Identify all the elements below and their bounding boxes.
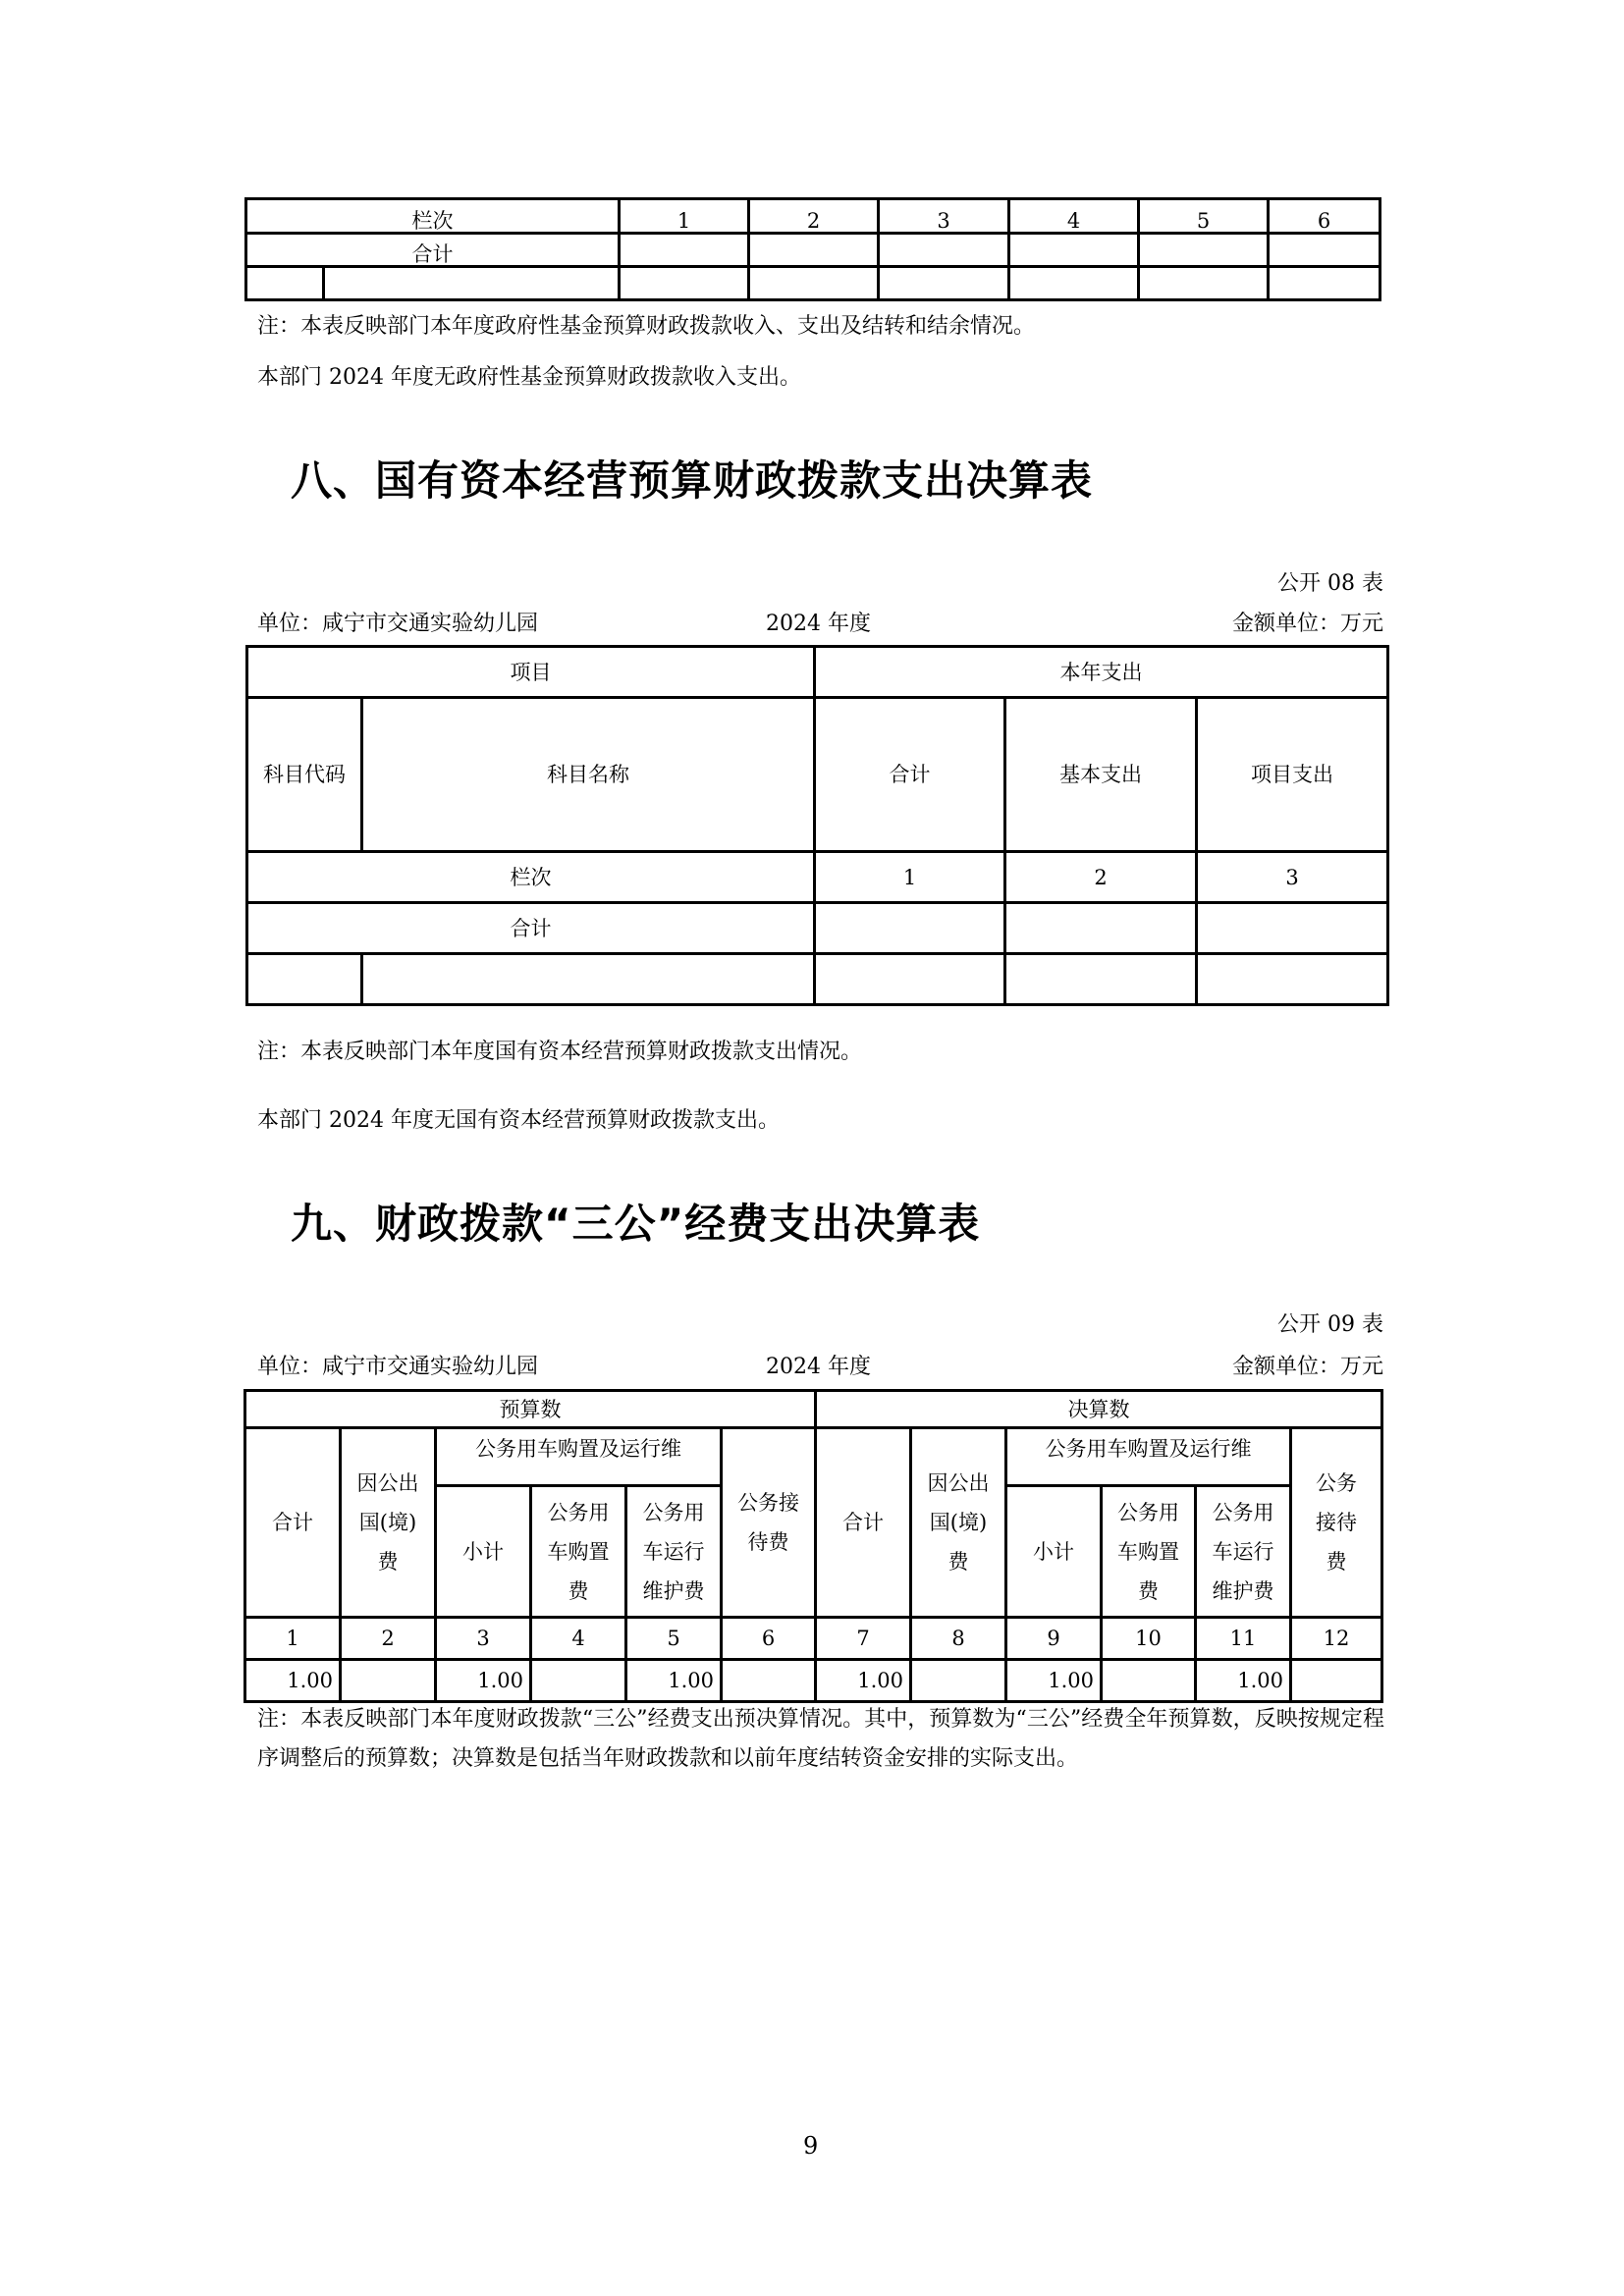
section8-table-code: 公开 08 表 [1277, 571, 1383, 596]
section9-table-code: 公开 09 表 [1277, 1312, 1383, 1337]
col-label: 栏次 [246, 199, 620, 234]
cell [324, 267, 620, 300]
value-cell [341, 1660, 436, 1702]
value-cell [1291, 1660, 1382, 1702]
col-number: 4 [1009, 199, 1139, 234]
cell [1139, 234, 1269, 267]
cell [1197, 903, 1388, 954]
header-project-expense: 项目支出 [1197, 698, 1388, 852]
col-number: 2 [1005, 852, 1197, 903]
cell [246, 267, 324, 300]
col-number: 10 [1102, 1618, 1196, 1660]
col-number: 1 [815, 852, 1005, 903]
total-label: 合计 [246, 234, 620, 267]
col-label: 栏次 [247, 852, 815, 903]
section8-note: 注：本表反映部门本年度国有资本经营预算财政拨款支出情况。 [257, 1040, 863, 1064]
col-number: 9 [1006, 1618, 1102, 1660]
table-08 [245, 645, 1389, 1006]
cell [1269, 267, 1380, 300]
table07-note: 注：本表反映部门本年度政府性基金预算财政拨款收入、支出及结转和结余情况。 [257, 314, 1036, 339]
col-number: 11 [1196, 1618, 1291, 1660]
header-final-vehicle-group: 公务用车购置及运行维 [1006, 1428, 1291, 1486]
section9-heading: 九、财政拨款“三公”经费支出决算表 [291, 1200, 981, 1248]
table-07-tail [244, 197, 1381, 301]
header-budget-vehicle-operation: 公务用车运行维护费 [626, 1486, 722, 1618]
value-cell: 1.00 [1006, 1660, 1102, 1702]
header-final-abroad: 因公出国(境)费 [911, 1428, 1006, 1618]
total-label: 合计 [247, 903, 815, 954]
cell [1009, 267, 1139, 300]
cell [879, 267, 1009, 300]
section8-unit: 单位：咸宁市交通实验幼儿园 [257, 612, 539, 636]
cell [749, 234, 879, 267]
col-number: 1 [245, 1618, 341, 1660]
value-row [245, 1660, 1382, 1702]
section9-currency: 金额单位：万元 [1231, 1355, 1383, 1379]
value-cell: 1.00 [626, 1660, 722, 1702]
header-final-vehicle-operation: 公务用车运行维护费 [1196, 1486, 1291, 1618]
value-cell: 1.00 [816, 1660, 911, 1702]
col-number: 5 [626, 1618, 722, 1660]
cell [362, 954, 815, 1005]
value-cell [1102, 1660, 1196, 1702]
cell [247, 954, 362, 1005]
value-cell: 1.00 [245, 1660, 341, 1702]
header-budget: 预算数 [245, 1391, 816, 1428]
header-final-total: 合计 [816, 1428, 911, 1618]
col-number: 3 [1197, 852, 1388, 903]
header-budget-abroad: 因公出国(境)费 [341, 1428, 436, 1618]
header-final: 决算数 [816, 1391, 1382, 1428]
col-number: 3 [879, 199, 1009, 234]
value-cell: 1.00 [436, 1660, 531, 1702]
cell [1005, 954, 1197, 1005]
header-budget-total: 合计 [245, 1428, 341, 1618]
header-budget-reception: 公务接待费 [722, 1428, 816, 1618]
cell [1005, 903, 1197, 954]
section9-unit: 单位：咸宁市交通实验幼儿园 [257, 1355, 539, 1379]
value-cell: 1.00 [1196, 1660, 1291, 1702]
section8-statement: 本部门 2024 年度无国有资本经营预算财政拨款支出。 [257, 1108, 780, 1133]
col-number: 2 [341, 1618, 436, 1660]
table-09 [244, 1389, 1383, 1703]
value-cell [911, 1660, 1006, 1702]
header-final-reception: 公务接待费 [1291, 1428, 1382, 1618]
col-number: 3 [436, 1618, 531, 1660]
col-number: 12 [1291, 1618, 1382, 1660]
value-cell [531, 1660, 626, 1702]
header-final-subtotal: 小计 [1006, 1486, 1102, 1618]
value-cell [722, 1660, 816, 1702]
cell [879, 234, 1009, 267]
page-number: 9 [803, 2132, 819, 2160]
col-number: 1 [620, 199, 749, 234]
cell [815, 954, 1005, 1005]
section8-year: 2024 年度 [766, 612, 871, 636]
col-number: 6 [722, 1618, 816, 1660]
section9-year: 2024 年度 [766, 1355, 871, 1379]
header-subject-code: 科目代码 [247, 698, 362, 852]
cell [620, 267, 749, 300]
cell [1269, 234, 1380, 267]
table07-statement: 本部门 2024 年度无政府性基金预算财政拨款收入支出。 [257, 365, 801, 390]
col-number: 8 [911, 1618, 1006, 1660]
col-number: 6 [1269, 199, 1380, 234]
col-number: 2 [749, 199, 879, 234]
header-project: 项目 [247, 647, 815, 698]
cell [749, 267, 879, 300]
cell [1197, 954, 1388, 1005]
header-subject-name: 科目名称 [362, 698, 815, 852]
cell [815, 903, 1005, 954]
section8-heading: 八、国有资本经营预算财政拨款支出决算表 [291, 456, 1094, 505]
col-number: 4 [531, 1618, 626, 1660]
section9-note: 注：本表反映部门本年度财政拨款“三公”经费支出预决算情况。其中，预算数为“三公”经费全年预算数，反映按规定程序调整后的预算数；决算数是包括当年财政拨款和以前年度结转资金安排的实际支出。 [257, 1707, 1384, 1771]
cell [620, 234, 749, 267]
header-current-year-expense: 本年支出 [815, 647, 1388, 698]
header-total: 合计 [815, 698, 1005, 852]
col-number-row [245, 1618, 1382, 1660]
header-final-vehicle-purchase: 公务用车购置费 [1102, 1486, 1196, 1618]
header-budget-vehicle-purchase: 公务用车购置费 [531, 1486, 626, 1618]
col-number: 7 [816, 1618, 911, 1660]
header-basic: 基本支出 [1005, 698, 1197, 852]
col-number: 5 [1139, 199, 1269, 234]
cell [1139, 267, 1269, 300]
header-budget-subtotal: 小计 [436, 1486, 531, 1618]
section8-currency: 金额单位：万元 [1231, 612, 1383, 636]
header-budget-vehicle-group: 公务用车购置及运行维 [436, 1428, 722, 1486]
cell [1009, 234, 1139, 267]
